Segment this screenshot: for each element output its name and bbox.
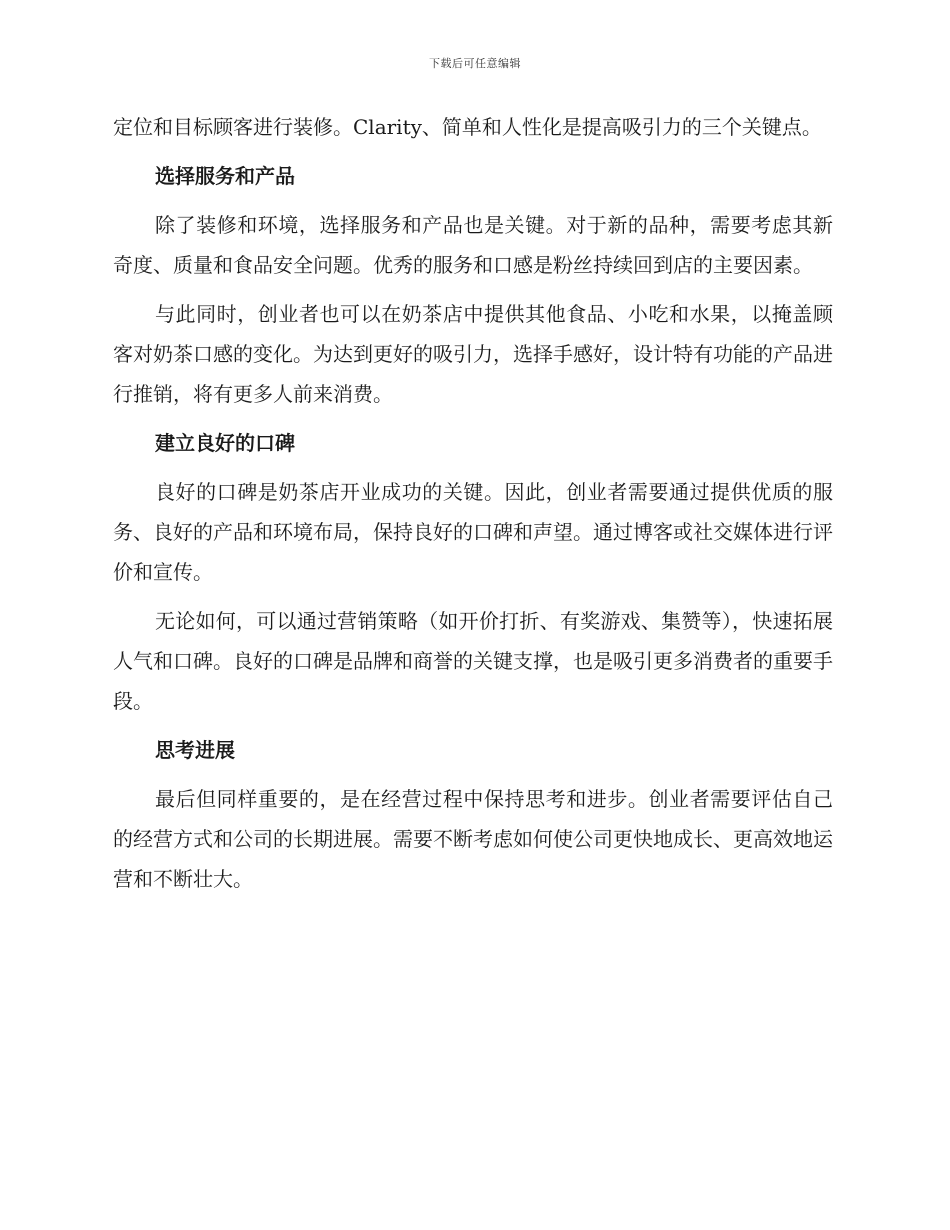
paragraph-intro: 定位和目标顾客进行装修。Clarity、简单和人性化是提高吸引力的三个关键点。 (113, 115, 822, 139)
page-header-note: 下载后可任意编辑 (429, 57, 521, 70)
document-body (113, 107, 833, 908)
section-heading-reputation: 建立良好的口碑 (155, 431, 295, 455)
paragraph-services-1: 除了装修和环境，选择服务和产品也是关键。对于新的品种，需要考虑其新奇度、质量和食品安全问题。优秀的服务和口感是粉丝持续回到店的主要因素。 (113, 213, 833, 277)
paragraph-services-2: 与此同时，创业者也可以在奶茶店中提供其他食品、小吃和水果，以掩盖顾客对奶茶口感的变化。为达到更好的吸引力，选择手感好，设计特有功能的产品进行推销，将有更多人前来消费。 (113, 302, 833, 406)
paragraph-progress-1: 最后但同样重要的，是在经营过程中保持思考和进步。创业者需要评估自己的经营方式和公司的长期进展。需要不断考虑如何使公司更快地成长、更高效地运营和不断壮大。 (113, 787, 833, 891)
paragraph-reputation-2: 无论如何，可以通过营销策略（如开价打折、有奖游戏、集赞等），快速拓展人气和口碑。良好的口碑是品牌和商誉的关键支撑，也是吸引更多消费者的重要手段。 (113, 609, 833, 713)
section-heading-progress: 思考进展 (155, 738, 235, 762)
section-heading-services-products: 选择服务和产品 (155, 164, 295, 188)
paragraph-reputation-1: 良好的口碑是奶茶店开业成功的关键。因此，创业者需要通过提供优质的服务、良好的产品和环境布局，保持良好的口碑和声望。通过博客或社交媒体进行评价和宣传。 (113, 480, 833, 584)
